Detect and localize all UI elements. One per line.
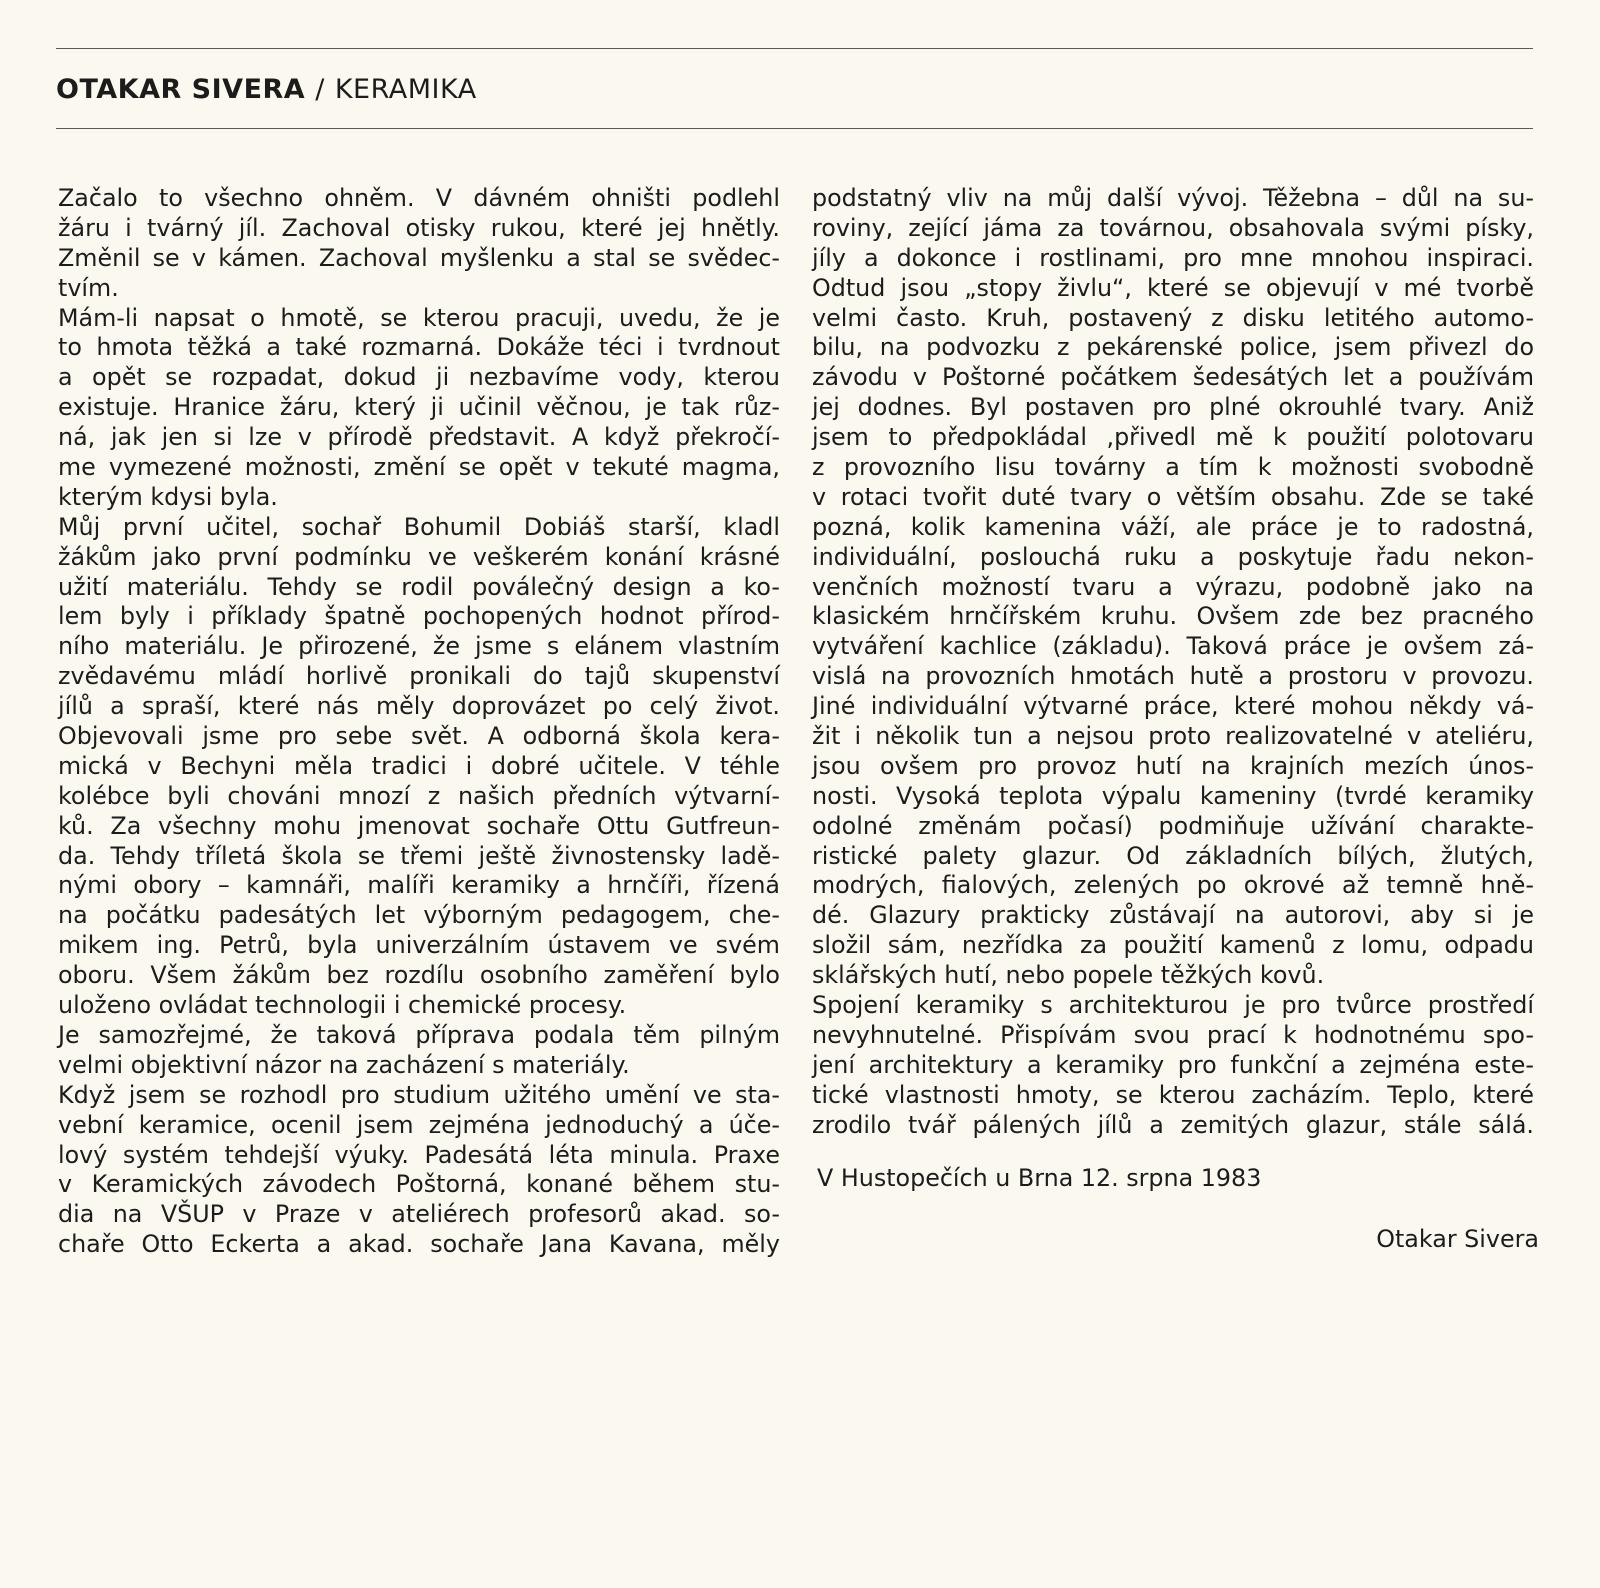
text-line: nevyhnutelné. Přispívám svou prací k hodnotnému spo- xyxy=(812,1020,1534,1049)
text-line: nosti. Vysoká teplota výpalu kameniny (tvrdé keramiky xyxy=(812,781,1534,810)
text-line: v rotaci tvořit duté tvary o větším obsahu. Zde se také xyxy=(812,482,1534,511)
text-line: Můj první učitel, sochař Bohumil Dobiáš starší, kladl xyxy=(58,512,780,541)
text-column-left xyxy=(58,184,780,1260)
text-line: Odtud jsou „stopy živlu“, které se objevují v mé tvorbě xyxy=(812,273,1534,302)
text-line: složil sám, nezřídka za použití kamenů z lomu, odpadu xyxy=(812,931,1534,960)
text-line: da. Tehdy tříletá škola se třemi ještě živnostensky ladě- xyxy=(58,841,780,870)
text-line: mická v Bechyni měla tradici i dobré učitele. V téhle xyxy=(58,751,780,780)
text-line: Začalo to všechno ohněm. V dávném ohništi podlehl xyxy=(58,184,780,212)
text-line: Když jsem se rozhodl pro studium užitého umění ve sta- xyxy=(58,1080,780,1109)
place-date-line: V Hustopečích u Brna 12. srpna 1983 xyxy=(817,1164,1262,1192)
text-line: vytváření kachlice (základu). Taková práce je ovšem zá- xyxy=(812,632,1534,661)
text-line: roviny, zející jáma za továrnou, obsahovala svými písky, xyxy=(812,213,1534,242)
text-line: to hmota těžká a také rozmarná. Dokáže téci i tvrdnout xyxy=(58,333,780,362)
text-line: odolné změnám počasí) podmiňuje užívání charakte- xyxy=(812,811,1534,840)
text-line: velmi objektivní názor na zacházení s materiály. xyxy=(58,1050,630,1079)
text-line: z provozního lisu továrny a tím k možnosti svobodně xyxy=(812,453,1534,482)
text-line: podstatný vliv na můj další vývoj. Těžebna – důl na su- xyxy=(812,184,1534,212)
text-line: uloženo ovládat technologii i chemické procesy. xyxy=(58,991,627,1020)
text-line: závodu v Poštorné počátkem šedesátých let a používám xyxy=(812,363,1534,392)
header-rule-bottom xyxy=(56,128,1533,129)
text-line: ního materiálu. Je přirozené, že jsme s elánem vlastním xyxy=(58,632,780,661)
text-line: kterým kdysi byla. xyxy=(58,482,278,511)
text-line: jílů a spraší, které nás měly doprovázet po celý život. xyxy=(58,692,780,721)
text-line: venčních možností tvaru a výrazu, podobně jako na xyxy=(812,572,1534,601)
text-line: tvím. xyxy=(58,273,119,302)
text-line: Objevovali jsme pro sebe svět. A odborná škola kera- xyxy=(58,722,780,751)
text-line: žákům jako první podmínku ve veškerém konání krásné xyxy=(58,542,780,571)
text-line: vislá na provozních hmotách hutě a prostoru v provozu. xyxy=(812,662,1534,691)
text-line: klasickém hrnčířském kruhu. Ovšem zde bez pracného xyxy=(812,602,1534,631)
text-line: na počátku padesátých let výborným pedagogem, che- xyxy=(58,901,780,930)
text-line: chaře Otto Eckerta a akad. sochaře Jana Kavana, měly xyxy=(58,1230,780,1259)
text-line: jení architektury a keramiky pro funkční a zejména este- xyxy=(812,1050,1534,1079)
text-line: kolébce byli chováni mnozí z našich předních výtvarní- xyxy=(58,781,780,810)
header-separator: / xyxy=(315,74,325,105)
text-column-right xyxy=(812,184,1534,1141)
text-line: Mám-li napsat o hmotě, se kterou pracuji, uvedu, že je xyxy=(58,303,780,332)
text-line: me vymezené možnosti, změní se opět v tekuté magma, xyxy=(58,453,780,482)
text-line: dia na VŠUP v Praze v ateliérech profesorů akad. so- xyxy=(58,1200,780,1229)
header-subject: KERAMIKA xyxy=(334,74,477,105)
text-line: žáru i tvárný jíl. Zachoval otisky rukou, které jej hnětly. xyxy=(58,213,780,242)
text-line: jsou ovšem pro provoz hutí na krajních mezích únos- xyxy=(812,751,1534,780)
text-line: Jiné individuální výtvarné práce, které mohou někdy vá- xyxy=(812,692,1534,721)
text-line: ná, jak jen si lze v přírodě představit. A když překročí- xyxy=(58,423,780,452)
text-line: zrodilo tvář pálených jílů a zemitých glazur, stále sálá. xyxy=(812,1110,1534,1139)
text-line: ristické palety glazur. Od základních bílých, žlutých, xyxy=(812,841,1534,870)
text-line: oboru. Všem žákům bez rozdílu osobního zaměření bylo xyxy=(58,961,780,990)
text-line: sklářských hutí, nebo popele těžkých kovů. xyxy=(812,961,1325,990)
text-line: lový systém tehdejší výuky. Padesátá léta minula. Praxe xyxy=(58,1140,780,1169)
text-line: v Keramických závodech Poštorná, konané během stu- xyxy=(58,1170,780,1199)
text-line: individuální, poslouchá ruku a poskytuje řadu nekon- xyxy=(812,542,1534,571)
text-line: dé. Glazury prakticky zůstávají na autorovi, aby si je xyxy=(812,901,1534,930)
text-line: Je samozřejmé, že taková příprava podala těm pilným xyxy=(58,1020,780,1049)
text-line: žit i několik tun a nejsou proto realizovatelné v ateliéru, xyxy=(812,722,1534,751)
text-line: jej dodnes. Byl postaven pro plné okrouhlé tvary. Aniž xyxy=(812,393,1534,422)
text-line: Spojení keramiky s architekturou je pro tvůrce prostředí xyxy=(812,991,1534,1020)
text-line: tické vlastnosti hmoty, se kterou zacházím. Teplo, které xyxy=(812,1080,1534,1109)
header-rule-top xyxy=(56,48,1533,49)
text-line: ků. Za všechny mohu jmenovat sochaře Ottu Gutfreun- xyxy=(58,811,780,840)
text-line: a opět se rozpadat, dokud ji nezbavíme vody, kterou xyxy=(58,363,780,392)
text-line: mikem ing. Petrů, byla univerzálním ústavem ve svém xyxy=(58,931,780,960)
text-line: vební keramice, ocenil jsem zejména jednoduchý a úče- xyxy=(58,1110,780,1139)
text-line: velmi často. Kruh, postavený z disku letitého automo- xyxy=(812,303,1534,332)
page-header xyxy=(56,74,477,105)
text-line: modrých, fialových, zelených po okrové až temně hně- xyxy=(812,871,1534,900)
text-line: nými obory – kamnáři, malíři keramiky a hrnčíři, řízená xyxy=(58,871,780,900)
header-author: OTAKAR SIVERA xyxy=(56,74,306,105)
text-line: bilu, na podvozku z pekárenské police, jsem přivezl do xyxy=(812,333,1534,362)
text-line: jsem to předpokládal ,přivedl mě k použití polotovaru xyxy=(812,423,1534,452)
author-signature: Otakar Sivera xyxy=(1376,1225,1539,1253)
text-line: užití materiálu. Tehdy se rodil poválečný design a ko- xyxy=(58,572,780,601)
text-line: existuje. Hranice žáru, který ji učinil věčnou, je tak růz- xyxy=(58,393,780,422)
text-line: Změnil se v kámen. Zachoval myšlenku a stal se svědec- xyxy=(58,243,780,272)
text-line: zvědavému mládí horlivě pronikali do tajů skupenství xyxy=(58,662,780,691)
text-line: lem byly i příklady špatně pochopených hodnot přírod- xyxy=(58,602,780,631)
text-line: jíly a dokonce i rostlinami, pro mne mnohou inspiraci. xyxy=(812,243,1534,272)
text-line: pozná, kolik kamenina váží, ale práce je to radostná, xyxy=(812,512,1534,541)
